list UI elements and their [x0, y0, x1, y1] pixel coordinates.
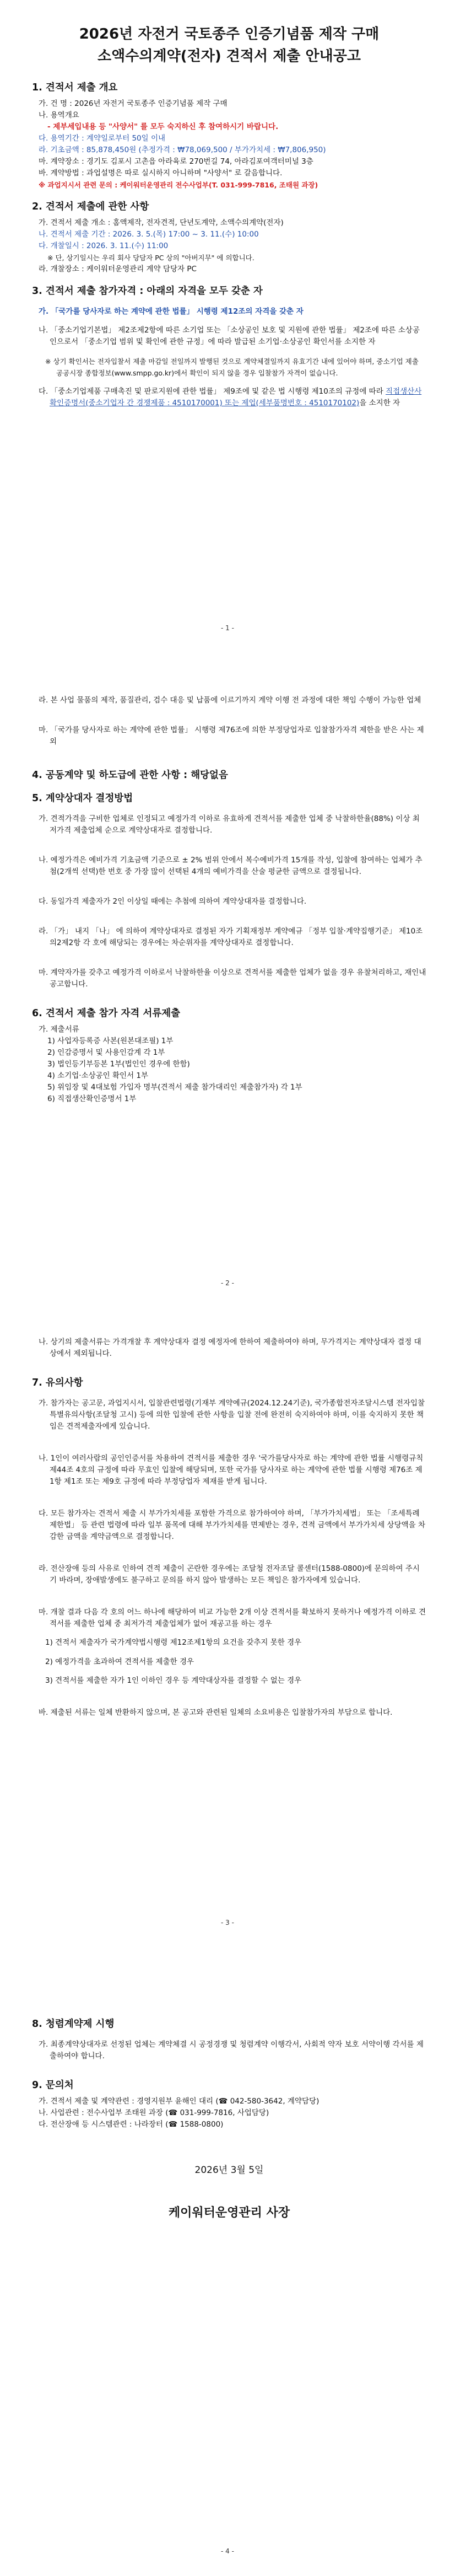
s5-item-ra: 라. 「가」 내지 「나」 에 의하여 계약상대자로 결정된 자가 기획재정부 계약예규 「정부 입찰·계약집행기준」 제10조의2제2항 각 호에 해당되는 경우에는 차순위자를 계약상대자로 결정합니다.: [39, 926, 423, 947]
s2-note: ※ 단, 상기일시는 우리 회사 당담자 PC 상의 "아버지무" 에 의합니다.: [47, 254, 254, 262]
s9-project-contact: 나. 사업관련 : 전수사업부 조태원 과장 (☎ 031-999-7816, 사업담당): [39, 2108, 269, 2117]
s7-item-da: 다. 모든 참가자는 견적서 제출 시 부가가치세를 포함한 가격으로 참가하여야 하며, 「부가가치세법」 또는 「조세특례제한법」 등 관련 법령에 따라 일부 품목에 대해 부가가치세를 면제받는 경우, 견적 금액에서 부가가치세 상당액을 차감한 금액을 계약금액으로 결정합니다.: [39, 1509, 426, 1541]
page-number-1: - 1 -: [221, 624, 234, 632]
s7-item-ga: 가. 참가자는 공고문, 과업지시서, 입찰관련법령(기재부 계약예규(2024.12.24기준), 국가종합전자조달시스템 전자입찰특별유의사항(조달청 고시) 등에 의한 입찰에 관한 사항을 입찰 전에 완전히 숙지하여야 하며, 이를 숙지하지 못한 책임은 견적제출자에게 있습니다.: [39, 1398, 425, 1431]
page-4-content: [32, 2017, 426, 2219]
s7-item-ra: 라. 전산장애 등의 사유로 인하여 견적 제출이 곤란한 경우에는 조달청 전자조달 콜센터(1588-0800)에 문의하여 주시기 바라며, 장애발생에도 불구하고 문의를 하지 않아 발생하는 모든 책임은 참가자에게 있습니다.: [39, 1564, 420, 1585]
section-2-heading: 2. 견적서 제출에 관한 사항: [32, 201, 149, 212]
section-4-heading: 4. 공동계약 및 하도급에 관한 사항 : 해당없음: [32, 770, 228, 781]
s3-da-text-b: 직접생산사확인증명서(중소기업자 간 경쟁제품 : 4510170001) 또는 제업(세부품명번호 : 4510170102): [50, 387, 422, 407]
page-3-content: [32, 1329, 426, 1726]
s5-item-da: 다. 동일가격 제출자가 2인 이상일 때에는 추첨에 의하여 계약상대자를 결정합니다.: [39, 897, 307, 906]
section-5-heading: 5. 계약상대자 결정방법: [32, 793, 133, 804]
s9-system-contact: 다. 전산장애 등 시스템관련 : 나라장터 (☎ 1588-0800): [39, 2120, 224, 2129]
page-1-content: [32, 23, 426, 417]
s1-name: 가. 건 명 : 2026년 자전거 국토종주 인증기념품 제작 구매: [39, 99, 228, 108]
section-7-heading: 7. 유의사항: [32, 1377, 83, 1388]
s6-item-na: 나. 상기의 제출서류는 가격개찰 후 계약상대자 결정 예정자에 한하여 제출하여야 하며, 무가격지는 계약상대자 결정 대상에서 제외됩니다.: [39, 1337, 421, 1358]
s2-place: 라. 개찰장소 : 케이워터운영관리 계약 담당자 PC: [39, 265, 197, 273]
s7-sub-1: 1) 견적서 제출자가 국가계약법시행령 제12조제1항의 요건을 갖추지 못한 경우: [45, 1638, 302, 1647]
s6-docs-label: 가. 제출서류: [39, 1025, 79, 1034]
s3-item-ra: 라. 본 사업 물품의 제작, 품질관리, 검수 대응 및 납품에 이르기까지 계약 이행 전 과정에 대한 책임 수행이 가능한 업체: [39, 695, 421, 705]
s1-place: 마. 계약장소 : 경기도 김포시 고촌읍 아라육로 270번길 74, 아라김포여객터미널 3층: [39, 157, 313, 166]
s6-doc-5: 5) 위임장 및 4대보험 가입자 명부(견적서 제출 참가대리인 제출참가자) 각 1부: [47, 1083, 302, 1092]
section-8-heading: 8. 청렴계약제 시행: [32, 2019, 115, 2030]
issuer-name: 케이워터운영관리 사장: [168, 2206, 290, 2220]
section-1-heading: 1. 견적서 제출 개요: [32, 82, 118, 93]
s1-contact-note: ※ 과업지시서 관련 문의 : 케이워터운영관리 전수사업부(T. 031-999-7816, 조태원 과장): [39, 181, 318, 189]
s7-item-ba: 바. 제출된 서류는 일체 반환하지 않으며, 본 공고와 관련된 일체의 소요비용은 입찰참가자의 부담으로 합니다.: [39, 1708, 393, 1717]
section-9-heading: 9. 문의처: [32, 2080, 74, 2091]
s9-contract-contact: 가. 견적서 제출 및 계약관련 : 경영지원부 윤해인 대리 (☎ 042-580-3642, 계약담당): [39, 2097, 319, 2106]
s3-item-ma: 마. 「국가를 당사자로 하는 계약에 관한 법률」 시행령 제76조에 의한 부정당업자로 입찰참가자격 제한을 받은 사는 제외: [39, 725, 424, 746]
s5-item-ga: 가. 견적가격을 구비한 업체로 인정되고 예정가격 이하로 유효하게 견적서를 제출한 업체 중 낙찰하한율(88%) 이상 최저가격 제출업체 순으로 계약상대자로 결정합니다.: [39, 814, 420, 835]
s1-overview: 나. 용역개요: [39, 111, 79, 120]
s7-item-na: 나. 1인이 여러사람의 공인인증서를 차용하여 견적서를 제출한 경우 '국가를당사자로 하는 계약에 관한 법률 시행령규칙 제44조 4호의 규정에 따라 무효인 입찰에 해당되며, 또한 국가를 당사자로 하는 계약에 관한 법률 시행령 제76조 제1항 제1조 또는 제9호 규정에 따라 부정당업자 제재를 받게 됩니다.: [39, 1453, 424, 1486]
s5-item-ma: 마. 계약자가를 갖추고 예정가격 이하로서 낙찰하한율 이상으로 견적서를 제출한 업체가 없을 경우 유찰처리하고, 재인내 공고합니다.: [39, 968, 426, 989]
section-6-heading: 6. 견적서 제출 참가 자격 서류제출: [32, 1008, 181, 1019]
s6-doc-1: 1) 사업자등록증 사본(원본대조필) 1부: [47, 1037, 174, 1045]
s6-doc-3: 3) 법인등기부등본 1부(법인인 경우에 한함): [47, 1060, 190, 1069]
s2-type: 가. 견적서 제출 개소 : 홈액제작, 전자견적, 단년도계약, 소액수의계약(전자): [39, 218, 284, 227]
page-1: [0, 0, 455, 651]
page-number-2: - 2 -: [221, 1279, 234, 1287]
s1-period: 다. 용역기간 : 계약일로부터 50일 이내: [39, 134, 166, 143]
s7-item-ma: 마. 개찰 결과 다음 각 호의 어느 하나에 해당하여 비교 가능한 2개 이상 견적서를 확보하지 못하거나 예정가격 이하로 견적서를 제출한 업체 중 최저가격 제출업체가 없어 재공고를 하는 경우: [39, 1607, 426, 1628]
s3-ga-text: 가. 「국가를 당사자로 하는 계약에 관한 법률」 시행령 제12조의 자격을 갖춘 자: [39, 307, 304, 316]
doc-title-line2: 소액수의계약(전자) 견적서 제출 안내공고: [98, 48, 361, 65]
notice-date: 2026년 3월 5일: [194, 2165, 264, 2176]
s7-sub-2: 2) 예정가격을 초과하여 견적서를 제출한 경우: [45, 1657, 194, 1666]
doc-title-line1: 2026년 자전거 국토종주 인증기념품 제작 구매: [79, 26, 380, 42]
s1-note: - 제부세입내용 등 "사양서" 를 모두 숙지하신 후 참여하시기 바랍니다.: [47, 122, 279, 131]
s3-da-text-a: 다. 「중소기업제품 구매촉진 및 판로지원에 관한 법률」 제9조에 및 같은 법 시행령 제10조의 규정에 따라: [39, 387, 386, 396]
s3-item-ga: [32, 306, 426, 318]
s8-item-ga: 가. 최종계약상대자로 선정된 업체는 계약체결 시 공정경쟁 및 청렴계약 이행각서, 사회적 약자 보호 서약이행 각서를 제출하여야 합니다.: [39, 2040, 424, 2060]
page-3: [0, 1301, 455, 1952]
s1-base-amount: 라. 기초금액 : 85,878,450원 (추정가격 : ₩78,069,500 / 부가가치세 : ₩7,806,950): [39, 146, 326, 154]
s3-note: ※ 상기 확인서는 전자입찰서 제출 마감일 전일까지 발행된 것으로 계약체결일까지 유효기간 내에 있어야 하며, 중소기업 제출 공공시장 종합정보(www.smpp.go.kr)에서 확인이 되지 않을 경우 입찰참가 자격이 없습니다.: [45, 357, 419, 377]
s6-doc-4: 4) 소기업·소상공인 확인서 1부: [47, 1071, 149, 1080]
s3-da-text-c: 을 소지한 자: [359, 399, 400, 407]
s5-item-na: 나. 예정가격은 예비가격 기초금액 기준으로 ± 2% 범위 안에서 복수예비가격 15개를 작성, 입찰에 참여하는 업체가 추첨(2개씩 선택)한 번호 중 가장 많이 선택된 4개의 예비가격을 산술 평균한 금액으로 결정됩니다.: [39, 855, 422, 876]
s3-item-na: 나. 「중소기업기본법」 제2조제2항에 따른 소기업 또는 「소상공인 보호 및 지원에 관한 법률」 제2조에 따른 소상공인으로서 「중소기업 범위 및 확인에 관한 규정」에 따라 발급된 소기업·소상공인 확인서를 소지한 자: [39, 326, 420, 346]
s1-method: 바. 계약방법 : 과업설명은 따로 실시하지 아니하며 "사양서" 로 갈음합니다.: [39, 169, 283, 178]
s7-sub-3: 3) 견적서를 제출한 자가 1인 이하인 경우 등 계약대상자를 결정할 수 없는 경우: [45, 1676, 302, 1685]
s6-doc-2: 2) 인감증명서 및 사용인감계 각 1부: [47, 1048, 165, 1057]
s3-item-da: [32, 386, 426, 409]
section-3-heading: 3. 견적서 제출 참가자격 : 아래의 자격을 모두 갖춘 자: [32, 286, 263, 297]
s2-opening: 다. 개찰일시 : 2026. 3. 11.(수) 11:00: [39, 242, 169, 250]
s2-period: 나. 견적서 제출 기간 : 2026. 3. 5.(목) 17:00 ~ 3. 11.(수) 10:00: [39, 230, 259, 239]
page-number-3: - 3 -: [221, 1919, 234, 1926]
page-2-content: [32, 687, 426, 1105]
s6-doc-6: 6) 직접생산확인증명서 1부: [47, 1094, 137, 1103]
page-4: [0, 1952, 455, 2576]
page-number-4: - 4 -: [221, 2547, 234, 2555]
page-2: [0, 651, 455, 1301]
